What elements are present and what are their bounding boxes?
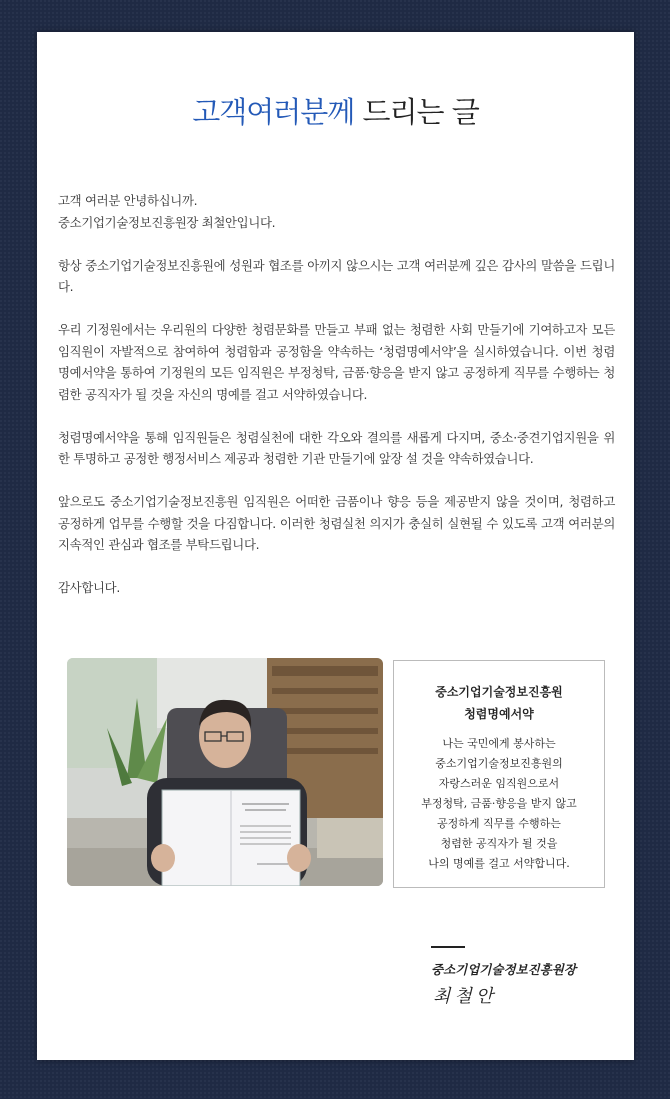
paragraph-4: 앞으로도 중소기업기술정보진흥원 임직원은 어떠한 금품이나 향응 등을 제공받지 않을 것이며, 청렴하고 공정하게 업무를 수행할 것을 다짐합니다. 이러한 청렴실천 의지가 충실히 실현될 수 있도록 고객 여러분의 지속적인 관심과 협조를 부탁드립니다. [58, 494, 615, 552]
pledge-text [394, 734, 604, 874]
pledge-box [393, 660, 605, 888]
title-highlight: 고객여러분께 [192, 95, 355, 129]
greeting-line-2: 중소기업기술정보진흥원장 최철안입니다. [58, 214, 276, 230]
signature-title: 중소기업기술정보진흥원장 [431, 962, 576, 977]
pledge-line: 부정청탁, 금품·향응을 받지 않고 [421, 797, 577, 810]
pledge-line: 공정하게 직무를 수행하는 [437, 817, 561, 830]
pledge-org: 중소기업기술정보진흥원 [435, 685, 563, 699]
pledge-line: 나의 명예를 걸고 서약합니다. [428, 857, 570, 870]
person-holding-certificate-photo-icon [67, 658, 383, 886]
closing-line: 감사합니다. [58, 580, 120, 595]
pledge-line: 나는 국민에게 봉사하는 [442, 737, 556, 750]
letter-body [58, 190, 615, 620]
president-photo [67, 658, 383, 886]
paragraph-3: 청렴명예서약을 통해 임직원들은 청렴실천에 대한 각오와 결의를 새롭게 다지며, 중소·중견기업지원을 위한 투명하고 공정한 행정서비스 제공과 청렴한 기관 만들기에 앞장 설 것을 약속하였습니다. [58, 429, 615, 466]
signature-name: 최철안 [433, 986, 498, 1007]
title-rest: 드리는 글 [362, 95, 479, 129]
pledge-line: 청렴한 공직자가 될 것을 [440, 837, 558, 850]
pledge-line: 자랑스러운 임직원으로서 [438, 777, 560, 790]
paragraph-1: 항상 중소기업기술정보진흥원에 성원과 협조를 아끼지 않으시는 고객 여러분께 깊은 감사의 말씀을 드립니다. [58, 257, 615, 294]
signature-divider [431, 946, 465, 948]
pledge-title: 청렴명예서약 [464, 707, 534, 721]
paragraph-2: 우리 기정원에서는 우리원의 다양한 청렴문화를 만들고 부패 없는 청렴한 사회 만들기에 기여하고자 모든 임직원이 자발적으로 참여하여 청렴함과 공정함을 약속하는 ‘청렴명예서약’을 실시하였습니다. 이번 청렴명예서약을 통하여 기정원의 모든 임직원은 부정청탁, 금품·향응을 받지 않고 공정하게 직무를 수행하는 청렴한 공직자가 될 것을 자신의 명예를 걸고 서약하였습니다. [58, 322, 615, 402]
page-title [37, 90, 634, 131]
letter-paper [37, 32, 634, 1060]
pledge-line: 중소기업기술정보진흥원의 [435, 757, 563, 770]
greeting-line-1: 고객 여러분 안녕하십니까. [58, 193, 198, 208]
